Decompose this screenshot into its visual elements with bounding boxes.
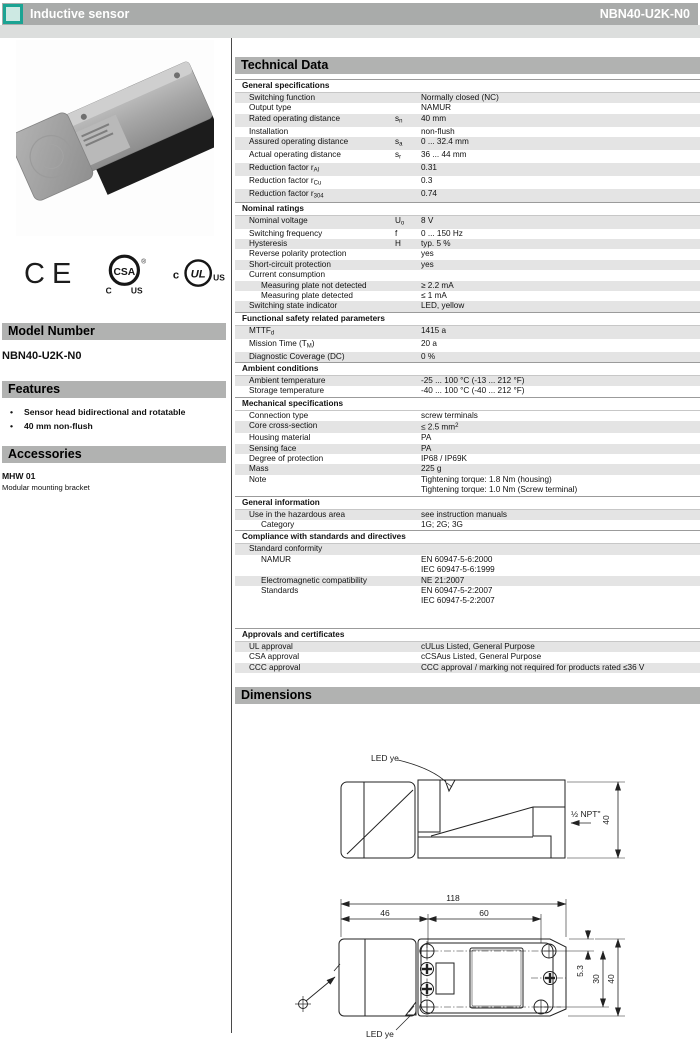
spec-value: cCSAus Listed, General Purpose (421, 652, 542, 662)
spec-label: Reverse polarity protection (249, 249, 347, 259)
left-column (0, 38, 231, 1033)
sensing-direction-symbol (295, 977, 335, 1012)
spec-row (235, 176, 700, 189)
width-label: 40 (606, 974, 616, 984)
ul-mark (171, 257, 231, 291)
spec-symbol (395, 326, 421, 339)
spec-row (235, 642, 700, 652)
product-photo (16, 40, 214, 236)
led-label: LED ye (371, 753, 399, 764)
spec-value: see instruction manuals (421, 509, 508, 519)
spec-symbol (395, 291, 421, 301)
spec-value: 20 a (421, 338, 437, 348)
accessory-code: MHW 01 (2, 471, 36, 481)
technical-data-heading: Technical Data (235, 57, 700, 74)
spec-symbol (395, 663, 421, 673)
spec-symbol: $U_o$ (395, 215, 405, 227)
spec-row (235, 127, 700, 137)
ce-mark: CE (24, 257, 79, 290)
spec-label: Standards (261, 586, 299, 596)
ul-c: c (172, 269, 180, 282)
spec-symbol (395, 270, 421, 280)
spec-row (235, 433, 700, 443)
spec-value: EN 60947-5-2:2007 IEC 60947-5-2:2007 (421, 586, 495, 606)
spec-label: Current consumption (249, 270, 325, 280)
spec-row (235, 454, 700, 464)
spec-label: CSA approval (249, 652, 300, 662)
spec-value: yes (421, 249, 434, 259)
spec-row (235, 421, 700, 433)
spec-label: CCC approval (249, 662, 301, 672)
spec-label: Reduction factor $r_{Cu}$ (249, 175, 322, 187)
spec-label: Storage temperature (249, 386, 325, 396)
spec-row (235, 326, 700, 339)
spec-label: Hysteresis (249, 238, 288, 248)
spec-row (235, 239, 700, 249)
spec-label: Note (249, 474, 267, 484)
header-bar (2, 3, 698, 25)
spec-row (235, 103, 700, 113)
spec-symbol: f (395, 228, 398, 238)
spec-row (235, 291, 700, 301)
section-title: Compliance with standards and directives (235, 530, 700, 544)
spec-symbol: $s_r$ (395, 150, 402, 161)
spec-row (235, 411, 700, 421)
spec-row (235, 520, 700, 530)
spec-symbol (395, 301, 421, 311)
sensor-photo-illustration (16, 40, 214, 236)
spec-row (235, 386, 700, 396)
spec-row (235, 281, 700, 291)
spec-symbol (395, 464, 421, 474)
header-shadow-strip (0, 25, 700, 38)
spec-row (235, 652, 700, 662)
spec-label: Mass (249, 464, 269, 474)
corner-screws (420, 944, 556, 1014)
spec-symbol (395, 386, 421, 396)
spec-row (235, 544, 700, 554)
spec-label: Ambient temperature (249, 376, 326, 386)
spec-symbol (395, 576, 421, 586)
spec-label: Output type (249, 103, 292, 113)
spec-label: Reduction factor $r_{Al}$ (249, 162, 319, 174)
thread-label: ½ NPT" (571, 809, 601, 820)
csa-mark (100, 251, 149, 297)
spec-value: 225 g (421, 464, 442, 474)
dimension-drawing-top-view (235, 891, 700, 1064)
spec-label: $MTTF_d$ (249, 325, 275, 337)
spec-row (235, 114, 700, 127)
model-number-value: NBN40-U2K-N0 (2, 350, 82, 362)
spec-row (235, 216, 700, 229)
section-title: Approvals and certificates (235, 628, 700, 642)
page-title: Inductive sensor (30, 7, 130, 21)
spec-symbol (395, 176, 421, 189)
spec-value: EN 60947-5-6:2000 IEC 60947-5-6:1999 (421, 554, 495, 575)
spec-label: Mission Time $(T_M)$ (249, 338, 315, 350)
spec-symbol (395, 339, 421, 352)
spec-label: Actual operating distance (249, 150, 341, 160)
spec-row (235, 93, 700, 103)
spec-label: Assured operating distance (249, 137, 349, 147)
spec-label: Use in the hazardous area (249, 509, 346, 519)
spec-symbol (395, 411, 421, 421)
spec-value: ≥ 2.2 mA (421, 280, 454, 290)
accessory-description: Modular mounting bracket (2, 483, 90, 492)
overall-length-label: 118 (446, 893, 460, 904)
spec-label: NAMUR (261, 554, 292, 564)
header-model-number: NBN40-U2K-N0 (599, 7, 690, 21)
ul-us: US (213, 272, 225, 283)
height-dim-label: 40 (601, 815, 611, 825)
terminal-screws (421, 963, 557, 996)
spec-label: UL approval (249, 641, 293, 651)
spec-row (235, 137, 700, 150)
spec-value: Normally closed (NC) (421, 93, 499, 102)
spec-symbol (395, 93, 421, 103)
spec-symbol: $s_a$ (395, 137, 403, 148)
spec-value (421, 270, 700, 280)
spec-value: cULus Listed, General Purpose (421, 641, 535, 651)
dimension-drawing-side-view (235, 730, 700, 887)
spec-row (235, 260, 700, 270)
csa-c: C (105, 285, 113, 296)
spec-symbol (395, 642, 421, 652)
spec-label: Standard conformity (249, 544, 323, 554)
spec-label: Category (261, 520, 295, 529)
spec-label: Core cross-section (249, 421, 318, 431)
spec-label: Diagnostic Coverage (DC) (249, 351, 345, 361)
spec-row (235, 150, 700, 163)
spec-value: typ. 5 % (421, 238, 451, 248)
spec-value: -25 ... 100 °C (-13 ... 212 °F) (421, 376, 525, 386)
spec-value: PA (421, 433, 432, 443)
spec-value: yes (421, 259, 434, 269)
approvals-table (235, 628, 700, 673)
feature-item: • Sensor head bidirectional and rotatable (8, 407, 227, 418)
spec-value: screw terminals (421, 410, 478, 420)
spec-label: Switching state indicator (249, 301, 338, 311)
spec-symbol (395, 475, 421, 496)
spec-symbol (395, 510, 421, 520)
spec-value: 40 mm (421, 113, 447, 123)
spec-value: non-flush (421, 126, 455, 136)
spec-value: NE 21:2007 (421, 575, 465, 585)
body-length-label: 60 (479, 908, 489, 919)
head-length-label: 46 (380, 908, 390, 919)
spec-symbol (395, 520, 421, 530)
spec-value: 0.3 (421, 175, 433, 185)
spec-symbol (395, 454, 421, 464)
spec-row (235, 352, 700, 362)
spec-value: ≤ 2.5 $mm^2$ (421, 422, 459, 432)
spec-symbol (395, 555, 421, 576)
spec-symbol (395, 421, 421, 433)
spec-row (235, 376, 700, 386)
csa-registered-icon: ® (141, 258, 147, 266)
features-heading: Features (2, 381, 226, 398)
spec-row (235, 339, 700, 352)
spec-value: 0 ... 32.4 mm (421, 137, 469, 147)
hole-spacing-label: 30 (591, 974, 601, 984)
spec-symbol (395, 127, 421, 137)
spec-label: Measuring plate not detected (261, 280, 367, 290)
ul-text: UL (190, 268, 206, 281)
spec-value: NAMUR (421, 103, 452, 113)
csa-us: US (131, 285, 143, 296)
spec-value: PA (421, 443, 432, 453)
spec-value: 0.31 (421, 162, 437, 172)
spec-value: 8 V (421, 215, 434, 225)
dimensions-heading: Dimensions (235, 687, 700, 704)
spec-row (235, 444, 700, 454)
spec-value (421, 544, 700, 554)
spec-symbol (395, 376, 421, 386)
spec-row (235, 510, 700, 520)
spec-label: Measuring plate detected (261, 291, 353, 300)
section-title: Nominal ratings (235, 202, 700, 216)
spec-label: Switching frequency (249, 228, 323, 238)
spec-value: 1415 a (421, 325, 447, 335)
spec-symbol (395, 103, 421, 113)
spec-value: ≤ 1 mA (421, 291, 447, 300)
spec-symbol (395, 189, 421, 202)
spec-row (235, 663, 700, 673)
spec-label: Housing material (249, 433, 311, 443)
spec-symbol (395, 352, 421, 362)
spec-value: 0 ... 150 Hz (421, 228, 463, 238)
led-marker (406, 1002, 416, 1015)
spec-row (235, 464, 700, 474)
technical-data-table (235, 79, 700, 607)
spec-value: 0 % (421, 351, 436, 361)
spec-row (235, 475, 700, 496)
spec-symbol: $s_n$ (395, 113, 403, 125)
spec-label: Sensing face (249, 443, 297, 453)
spec-value: IP68 / IP69K (421, 453, 467, 463)
spec-label: Degree of protection (249, 453, 324, 463)
spec-symbol (395, 586, 421, 607)
spec-row (235, 576, 700, 586)
label-plate (470, 948, 523, 1008)
section-title: General information (235, 496, 700, 510)
spec-symbol (395, 544, 421, 554)
spec-label: Reduction factor $r_{304}$ (249, 188, 324, 200)
right-column (231, 38, 700, 1040)
spec-row (235, 586, 700, 607)
spec-row (235, 555, 700, 576)
spec-row (235, 249, 700, 259)
spec-row (235, 270, 700, 280)
section-title: Mechanical specifications (235, 397, 700, 411)
features-list (8, 407, 227, 431)
spec-symbol (395, 652, 421, 662)
conformity-marks (24, 250, 231, 298)
model-number-heading: Model Number (2, 323, 226, 340)
section-title: Functional safety related parameters (235, 312, 700, 326)
sensor-head-outline (341, 782, 415, 858)
section-title: General specifications (235, 79, 700, 93)
spec-row (235, 229, 700, 239)
spec-symbol (395, 260, 421, 270)
spec-value: Tightening torque: 1.8 Nm (housing) Tightening torque: 1.0 Nm (Screw terminal) (421, 474, 578, 495)
feature-item: • 40 mm non-flush (8, 421, 227, 432)
spec-label: Switching function (249, 93, 315, 102)
spec-symbol (395, 163, 421, 176)
spec-symbol (395, 281, 421, 291)
spec-value: 36 ... 44 mm (421, 150, 467, 160)
spec-value: -40 ... 100 °C (-40 ... 212 °F) (421, 386, 525, 396)
spec-value: 0.74 (421, 188, 437, 198)
spec-value: 1G; 2G; 3G (421, 520, 463, 529)
content-area (0, 38, 700, 1040)
spec-row (235, 189, 700, 202)
spec-row (235, 163, 700, 176)
accessories-heading: Accessories (2, 446, 226, 463)
spec-label: Connection type (249, 410, 309, 420)
spec-symbol (395, 249, 421, 259)
spec-label: Electromagnetic compatibility (261, 575, 368, 585)
led-label: LED ye (366, 1029, 394, 1040)
section-title: Ambient conditions (235, 362, 700, 376)
spec-symbol (395, 444, 421, 454)
brand-chip-icon (3, 4, 23, 24)
spec-value: LED, yellow (421, 301, 465, 311)
spec-symbol: H (395, 238, 401, 248)
csa-text: CSA (113, 266, 136, 278)
spec-row (235, 301, 700, 311)
spec-symbol (395, 433, 421, 443)
spec-label: Short-circuit protection (249, 259, 331, 269)
spec-label: Rated operating distance (249, 113, 341, 123)
offset-label: 5.3 (575, 965, 585, 977)
sensor-head-outline (339, 939, 416, 1016)
spec-label: Installation (249, 126, 289, 136)
spec-label: Nominal voltage (249, 215, 308, 225)
spec-value: CCC approval / marking not required for products rated ≤36 V (421, 662, 645, 672)
